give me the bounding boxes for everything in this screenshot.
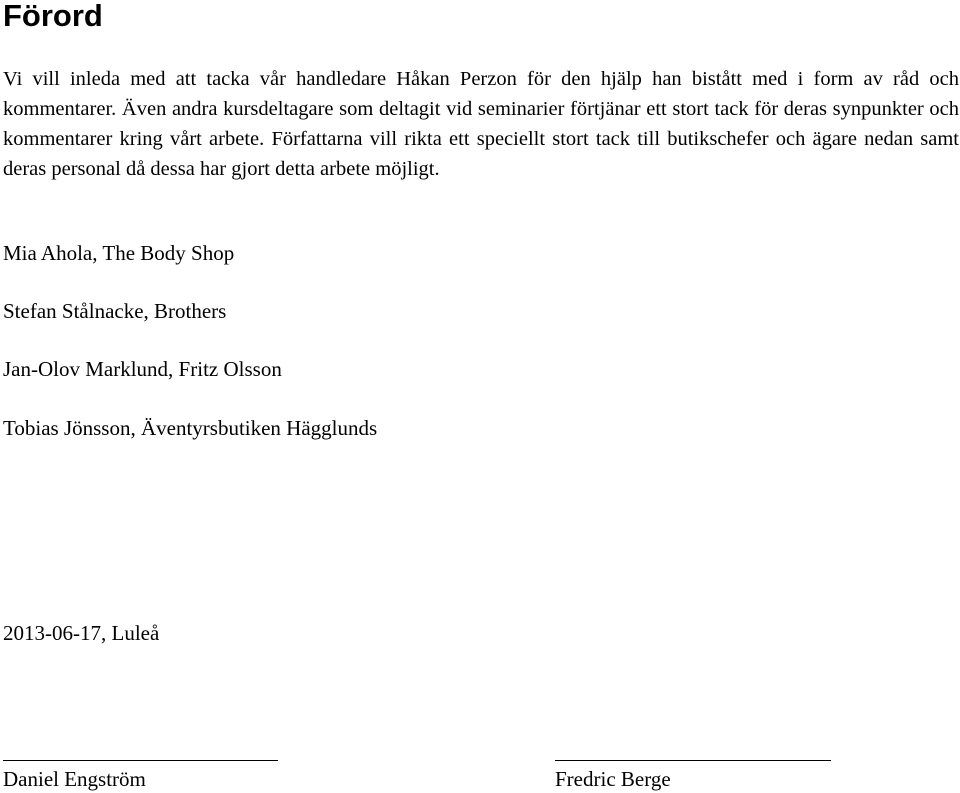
signature-name-1: Daniel Engström [3, 767, 146, 791]
acknowledgement-paragraph: Vi vill inleda med att tacka vår handledare Håkan Perzon för den hjälp han bistått med i form av råd och kommentarer. Även andra kursdeltagare som deltagit vid seminarier förtjänar ett stort tack för deras synpunkter och kommentarer kring vårt arbete. Författarna vill rikta ett speciellt stort tack till butikschefer och ägare nedan samt deras personal då dessa har gjort detta arbete möjligt. [3, 68, 959, 180]
acknowledged-person-2: Stefan Stålnacke, Brothers [3, 299, 227, 323]
acknowledged-person-3: Jan-Olov Marklund, Fritz Olsson [3, 357, 282, 381]
page-title: Förord [3, 0, 103, 33]
signature-name-2: Fredric Berge [555, 767, 671, 791]
date-place: 2013-06-17, Luleå [3, 621, 160, 645]
acknowledged-person-1: Mia Ahola, The Body Shop [3, 241, 235, 265]
signature-line-1 [3, 760, 278, 761]
signature-line-2 [555, 760, 831, 761]
acknowledged-person-4: Tobias Jönsson, Äventyrsbutiken Hägglunds [3, 416, 378, 440]
